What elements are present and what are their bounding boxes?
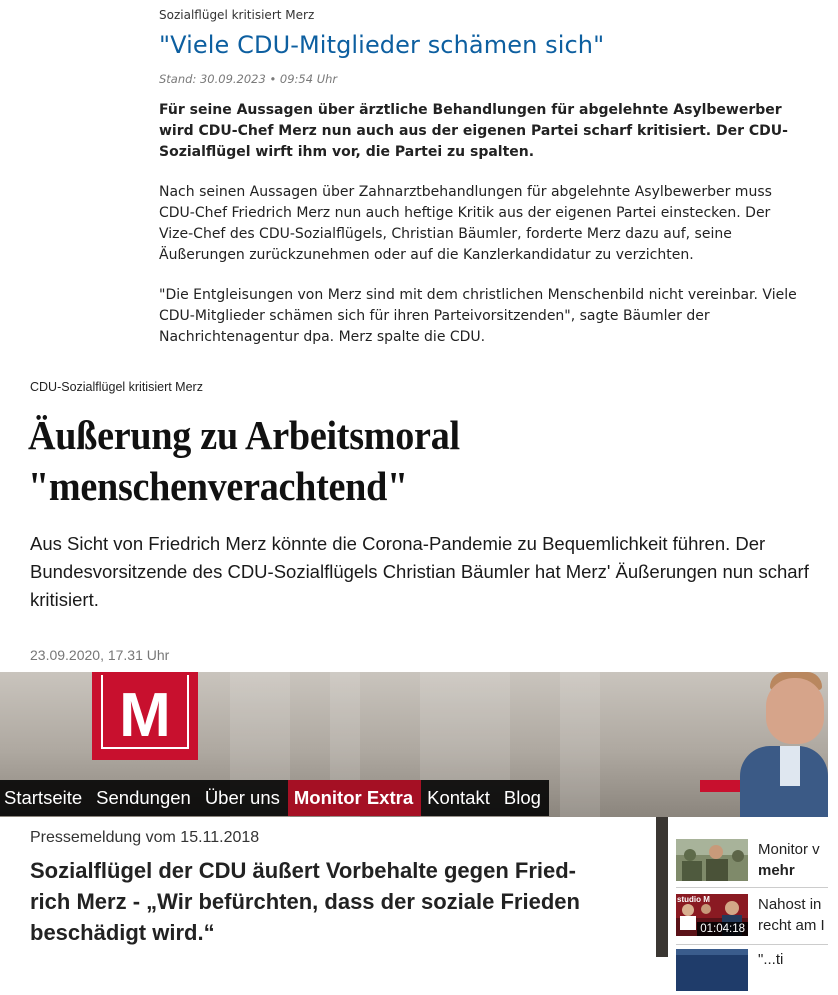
sidebar-divider: [656, 817, 668, 957]
title-line: Sozialflügel der CDU äußert Vorbehalte gegen Fried-: [30, 858, 577, 883]
article-paragraph: "Die Entgleisungen von Merz sind mit dem christlichen Menschenbild nicht vereinbar. Viele CDU-Mitglieder schämen sich für ihren Parteivorsitzenden", sagte Bäumler der Nachrichtenagentur dpa. Merz spalte die CDU.: [159, 287, 797, 345]
host-face: [766, 678, 824, 744]
headline-line: "menschenverachtend": [28, 463, 408, 509]
main-navigation: [0, 780, 549, 816]
sidebar-teaser[interactable]: [676, 894, 828, 938]
press-release-title: [30, 855, 630, 948]
teaser-text: [758, 894, 838, 936]
nav-monitor-extra[interactable]: Monitor Extra: [288, 780, 421, 816]
teaser-text: [758, 949, 838, 970]
teaser-thumbnail: [676, 949, 748, 991]
teaser-more-link[interactable]: mehr: [758, 862, 795, 879]
host-photo: [740, 672, 828, 817]
sidebar-separator: [676, 944, 828, 945]
nav-blog[interactable]: Blog: [503, 787, 541, 808]
monitor-logo[interactable]: [92, 672, 198, 760]
sidebar-teaser[interactable]: [676, 839, 828, 883]
nav-sendungen[interactable]: Sendungen: [96, 787, 191, 808]
article-kicker: CDU-Sozialflügel kritisiert Merz: [30, 380, 203, 394]
article-kicker: Sozialflügel kritisiert Merz: [159, 8, 315, 22]
newspaper-article: [0, 370, 828, 672]
video-duration: 01:04:18: [697, 922, 748, 936]
sidebar-separator: [676, 887, 828, 888]
article-headline-link[interactable]: "Viele CDU-Mitglieder schämen sich": [159, 31, 605, 59]
nav-ueber-uns[interactable]: Über uns: [204, 787, 280, 808]
logo-letter: M: [119, 681, 171, 750]
article-paragraph: Nach seinen Aussagen über Zahnarztbehandlungen für abgelehnte Asylbewerber muss CDU-Chef Friedrich Merz nun auch heftige Kritik aus der eigenen Partei einstecken. Der Vize-Chef des CDU-Sozialflügels, Christian Bäumler, forderte Merz dazu auf, seine Äußerungen zurückzunehmen oder auf die Kanzlerkandidatur zu verzichten.: [159, 184, 772, 263]
teaser-line: Nahost in: [758, 896, 822, 913]
host-shirt: [780, 746, 800, 786]
nav-kontakt[interactable]: Kontakt: [427, 787, 490, 808]
press-release: [0, 817, 656, 957]
sidebar: [668, 817, 828, 968]
thumbnail-label: studio M: [677, 895, 710, 904]
teaser-line: "...ti: [758, 951, 784, 968]
title-line: rich Merz - „Wir befürchten, dass der soziale Frieden: [30, 889, 580, 914]
article-teaser: Aus Sicht von Friedrich Merz könnte die Corona-Pandemie zu Bequemlichkeit führen. Der Bundesvorsitzende des CDU-Sozialflügels Christian Bäumler hat Merz' Äußerungen nun scharf kritisiert.: [30, 533, 809, 610]
article-timestamp: Stand: 30.09.2023 • 09:54 Uhr: [159, 72, 338, 86]
teaser-text: [758, 839, 838, 881]
nav-startseite[interactable]: Startseite: [4, 787, 83, 808]
banner-texture: [560, 672, 600, 817]
teaser-thumbnail: [676, 839, 748, 881]
teaser-line: recht am I: [758, 917, 825, 934]
title-line: beschädigt wird.“: [30, 920, 215, 945]
headline-line: Äußerung zu Arbeitsmoral: [28, 412, 460, 458]
press-release-label: Pressemeldung vom 15.11.2018: [30, 829, 260, 846]
teaser-line: Monitor v: [758, 841, 820, 858]
sidebar-teaser[interactable]: [676, 949, 828, 993]
article-headline: [28, 410, 753, 512]
tagesschau-article: [0, 0, 828, 370]
monitor-page: [0, 672, 828, 968]
teaser-thumbnail: [676, 894, 748, 936]
article-date: 23.09.2020, 17.31 Uhr: [30, 647, 170, 663]
article-lead: Für seine Aussagen über ärztliche Behandlungen für abgelehnte Asylbewerber wird CDU-Chef Merz nun auch aus der eigenen Partei scharf kritisiert. Der CDU-Sozialflügel wirft ihm vor, die Partei zu spalten.: [159, 102, 788, 160]
teaser-line: [758, 860, 838, 881]
